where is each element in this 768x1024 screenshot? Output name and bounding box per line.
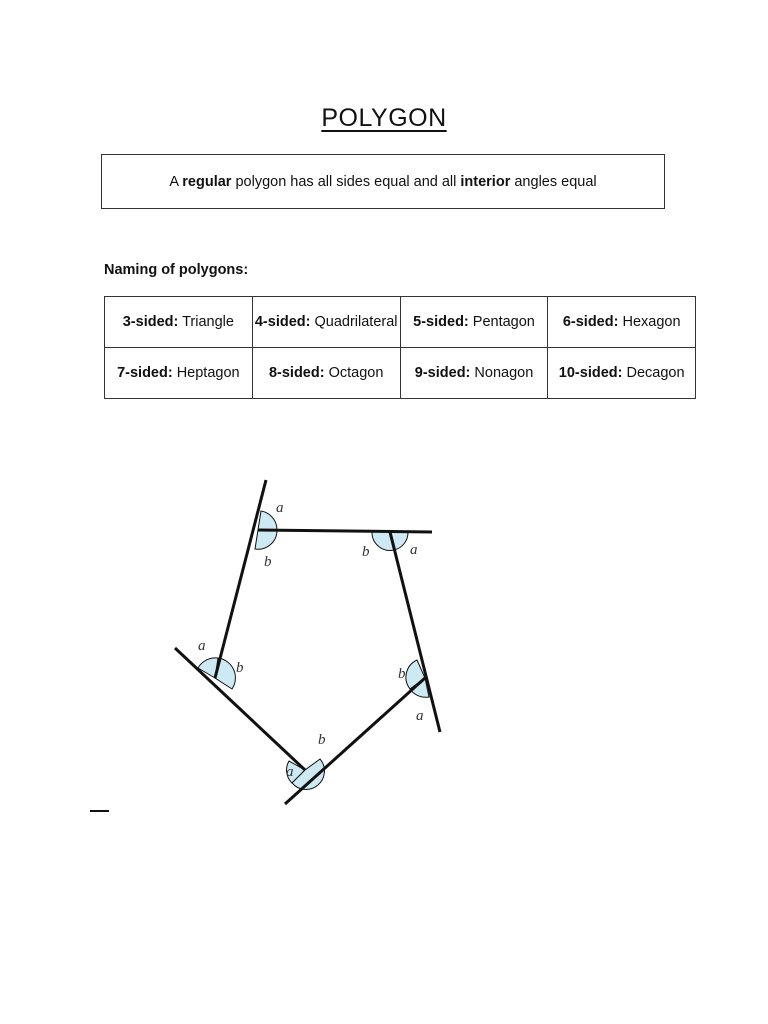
- table-cell: 6-sided: Hexagon: [548, 297, 696, 348]
- angle-label-b: b: [236, 660, 244, 676]
- table-cell: 10-sided: Decagon: [548, 348, 696, 399]
- definition-bold-regular: regular: [182, 173, 232, 190]
- stray-dash-mark: [90, 810, 109, 812]
- definition-bold-interior: interior: [460, 173, 511, 190]
- table-cell: 5-sided: Pentagon: [400, 297, 548, 348]
- angle-label-a: a: [286, 764, 294, 780]
- page-title: POLYGON: [321, 104, 447, 132]
- angle-arc: [255, 530, 277, 549]
- table-cell: 4-sided: Quadrilateral: [252, 297, 400, 348]
- angle-label-a: a: [416, 708, 424, 724]
- definition-text: [169, 174, 596, 190]
- naming-table: [104, 296, 696, 399]
- pentagon-exterior-angles-diagram: [160, 470, 460, 810]
- table-row: [105, 348, 696, 399]
- angle-label-b: b: [398, 666, 406, 682]
- table-cell: 3-sided: Triangle: [105, 297, 253, 348]
- side-line: [285, 678, 425, 804]
- definition-box: [101, 154, 665, 209]
- naming-heading: Naming of polygons:: [104, 262, 249, 278]
- angle-label-a: a: [410, 542, 418, 558]
- angle-arc: [258, 511, 277, 530]
- angle-label-b: b: [264, 554, 272, 570]
- definition-middle: polygon has all sides equal and all: [231, 173, 461, 190]
- table-cell: 9-sided: Nonagon: [400, 348, 548, 399]
- angle-label-a: a: [198, 638, 206, 654]
- angle-label-b: b: [318, 732, 326, 748]
- table-cell: 8-sided: Octagon: [252, 348, 400, 399]
- side-line: [215, 480, 266, 678]
- definition-prefix: A: [169, 173, 183, 190]
- table-row: [105, 297, 696, 348]
- pentagon-sides: [175, 480, 440, 804]
- table-cell: 7-sided: Heptagon: [105, 348, 253, 399]
- side-line: [258, 530, 432, 532]
- angle-label-b: b: [362, 544, 370, 560]
- definition-suffix: angles equal: [510, 173, 597, 190]
- angle-label-a: a: [276, 500, 284, 516]
